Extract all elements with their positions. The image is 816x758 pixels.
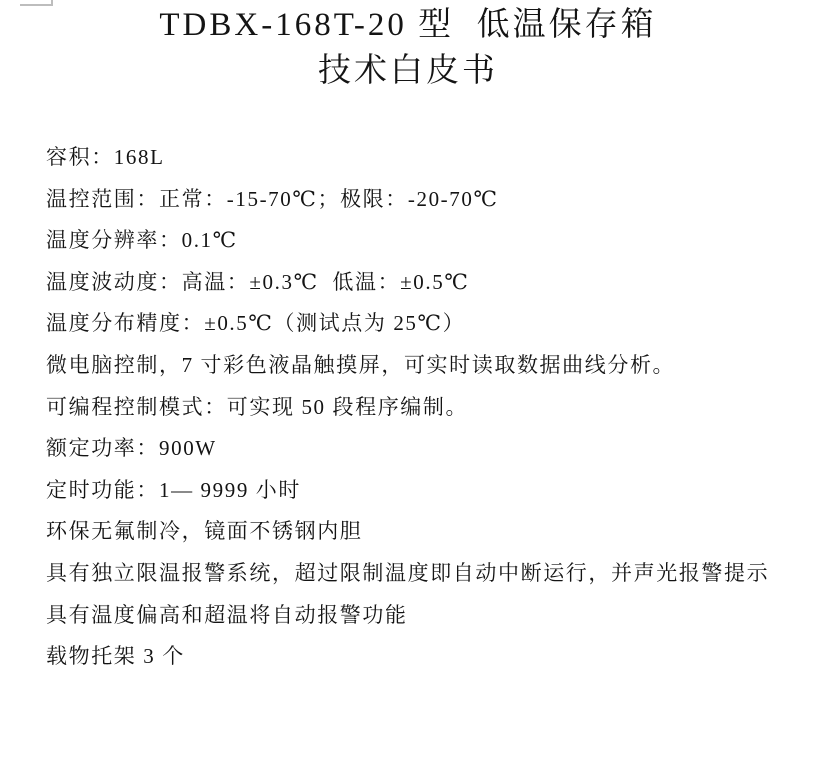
spec-line-uniformity: 温度分布精度：±0.5℃（测试点为 25℃）	[46, 311, 466, 336]
spec-line-rated-power: 额定功率：900W	[46, 436, 217, 461]
spec-line-temp-range: 温控范围：正常：-15-70℃；极限：-20-70℃	[46, 186, 499, 211]
document-title	[0, 2, 816, 94]
title-line-model: TDBX-168T-20 型 低温保存箱	[159, 7, 657, 43]
spec-line-refrigeration: 环保无氟制冷，镜面不锈钢内胆	[46, 519, 363, 544]
spec-list	[46, 137, 800, 678]
spec-line-volume: 容积：168L	[46, 145, 165, 169]
spec-line-timer: 定时功能：1— 9999 小时	[46, 477, 301, 502]
spec-line-controller: 微电脑控制，7 寸彩色液晶触摸屏，可实时读取数据曲线分析。	[46, 352, 676, 377]
title-line-subtitle: 技术白皮书	[318, 53, 498, 89]
spec-line-shelves: 载物托架 3 个	[46, 644, 185, 669]
spec-line-overtemp-alarm: 具有温度偏高和超温将自动报警功能	[46, 602, 408, 627]
spec-line-resolution: 温度分辨率：0.1℃	[46, 228, 238, 253]
spec-line-programmable: 可编程控制模式：可实现 50 段程序编制。	[46, 394, 469, 419]
spec-line-limit-alarm: 具有独立限温报警系统，超过限制温度即自动中断运行，并声光报警提示	[46, 560, 770, 585]
spec-line-fluctuation: 温度波动度：高温：±0.3℃ 低温：±0.5℃	[46, 269, 470, 294]
